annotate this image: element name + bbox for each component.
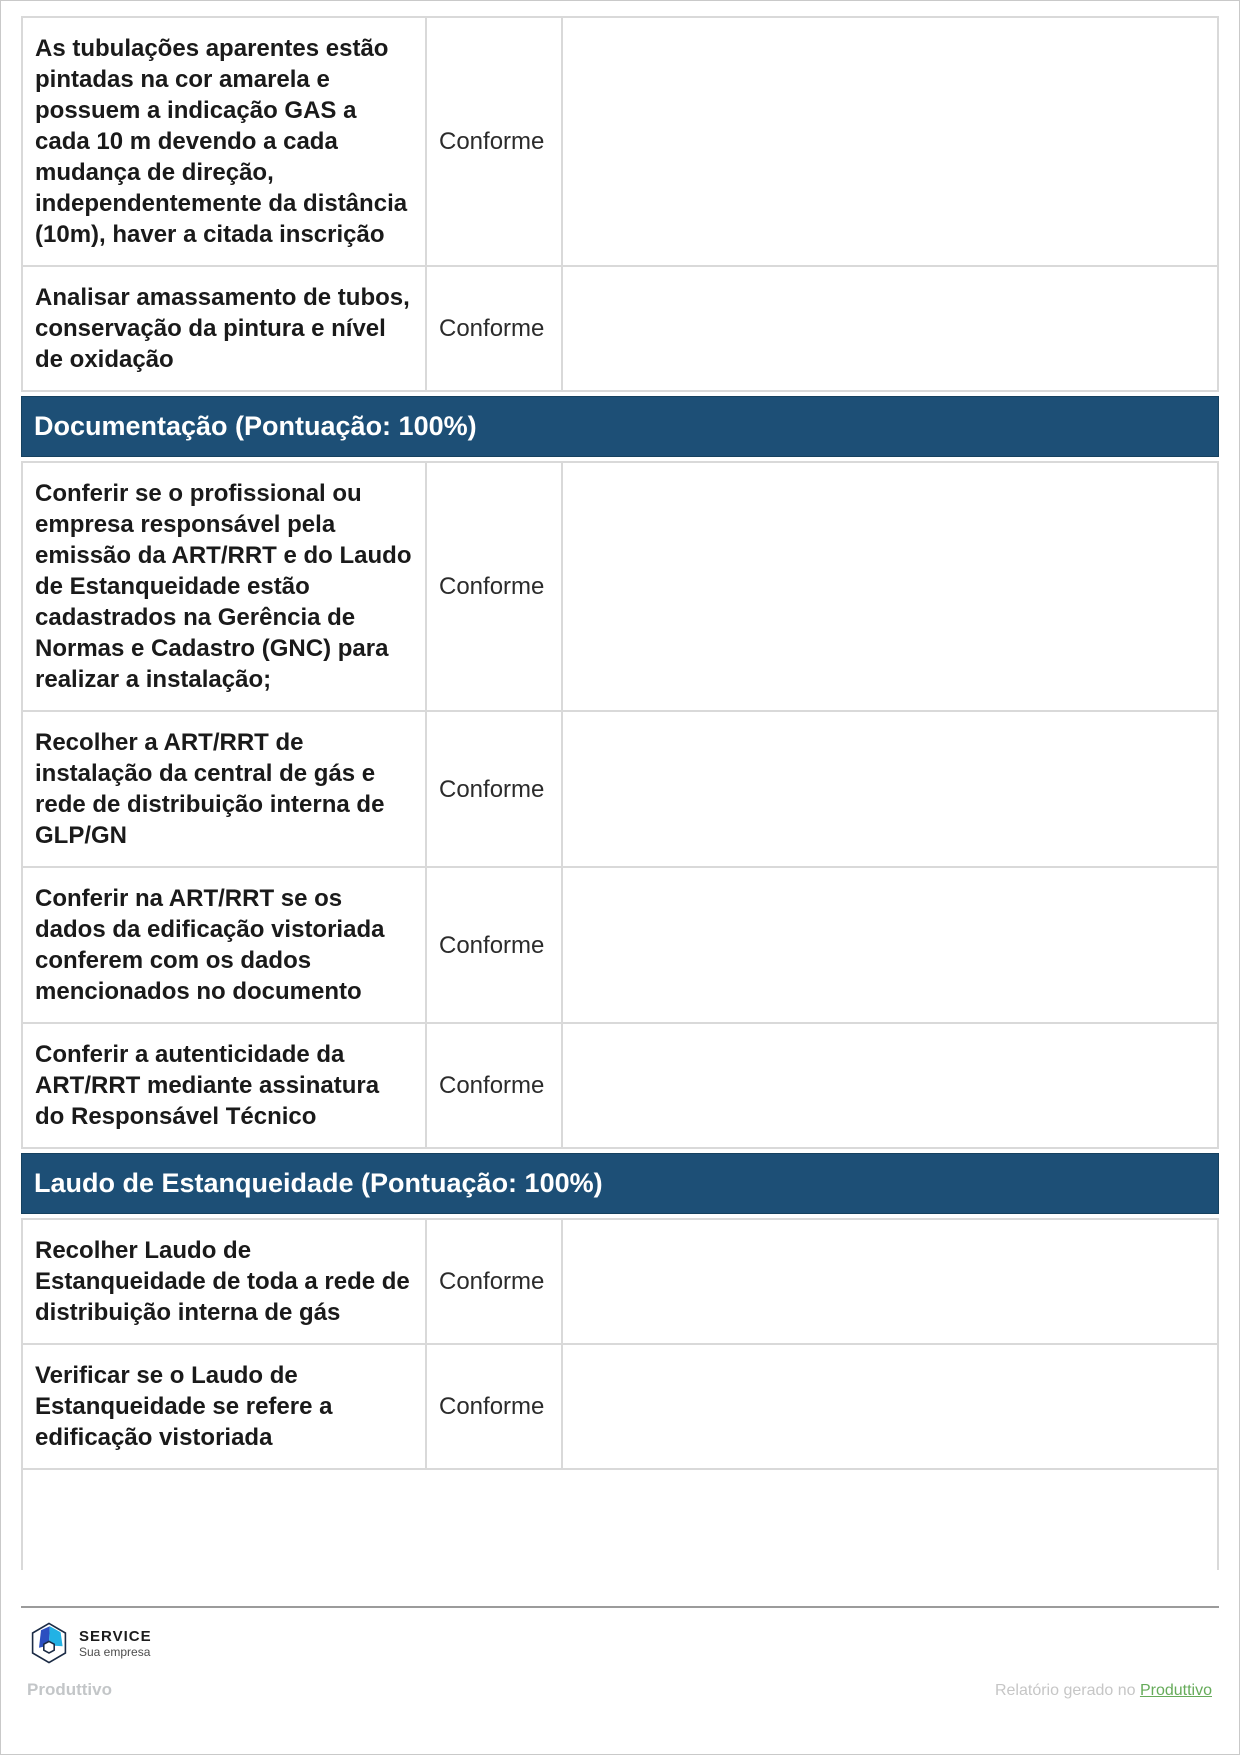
table-row	[22, 1219, 1218, 1344]
notes-cell	[562, 1023, 1218, 1148]
status-cell: Conforme	[426, 867, 562, 1023]
section-title: Documentação (Pontuação: 100%)	[34, 411, 477, 441]
generated-prefix: Relatório gerado no	[994, 1682, 1140, 1699]
produttivo-link[interactable]: Produttivo	[1139, 1682, 1212, 1699]
checklist-table-laudo	[21, 1218, 1219, 1470]
status-cell: Conforme	[426, 17, 562, 266]
notes-cell	[562, 867, 1218, 1023]
table-row	[22, 711, 1218, 867]
status-cell: Conforme	[426, 1344, 562, 1469]
table-row	[22, 1023, 1218, 1148]
status-cell: Conforme	[426, 711, 562, 867]
criteria-cell: Recolher a ART/RRT de instalação da central de gás e rede de distribuição interna de GLP/GN	[22, 711, 426, 867]
report-page	[21, 1, 1219, 1700]
notes-cell	[562, 711, 1218, 867]
logo-subtitle: Sua empresa	[79, 1644, 151, 1659]
notes-cell	[562, 1219, 1218, 1344]
status-cell: Conforme	[426, 462, 562, 711]
company-logo	[29, 1622, 1219, 1664]
generated-note	[995, 1682, 1212, 1700]
notes-cell	[562, 266, 1218, 391]
logo-title: SERVICE	[79, 1627, 152, 1645]
criteria-cell: Conferir na ART/RRT se os dados da edificação vistoriada conferem com os dados mencionados no documento	[22, 867, 426, 1023]
notes-cell	[562, 462, 1218, 711]
table-row	[22, 867, 1218, 1023]
status-cell: Conforme	[426, 1219, 562, 1344]
notes-cell	[562, 1344, 1218, 1469]
section-title: Laudo de Estanqueidade (Pontuação: 100%)	[34, 1168, 603, 1198]
footer-divider	[21, 1606, 1219, 1608]
watermark-brand: Produttivo	[27, 1680, 112, 1699]
criteria-cell: Recolher Laudo de Estanqueidade de toda a rede de distribuição interna de gás	[22, 1219, 426, 1344]
footer-bottom-row	[27, 1680, 1212, 1700]
criteria-cell: Conferir a autenticidade da ART/RRT mediante assinatura do Responsável Técnico	[22, 1023, 426, 1148]
criteria-cell: As tubulações aparentes estão pintadas na cor amarela e possuem a indicação GAS a cada 10 m devendo a cada mudança de direção, independentemente da distância (10m), haver a citada inscrição	[22, 17, 426, 266]
table-row	[22, 462, 1218, 711]
checklist-table-top	[21, 16, 1219, 392]
status-cell: Conforme	[426, 266, 562, 391]
table-row	[22, 1344, 1218, 1469]
section-header-laudo-estanqueidade	[21, 1153, 1219, 1214]
section-header-documentacao	[21, 396, 1219, 457]
table-row	[22, 17, 1218, 266]
logo-text	[79, 1628, 152, 1659]
criteria-cell: Verificar se o Laudo de Estanqueidade se refere a edificação vistoriada	[22, 1344, 426, 1469]
table-row	[22, 266, 1218, 391]
criteria-cell: Analisar amassamento de tubos, conservação da pintura e nível de oxidação	[22, 266, 426, 391]
checklist-table-documentacao	[21, 461, 1219, 1149]
criteria-cell: Conferir se o profissional ou empresa responsável pela emissão da ART/RRT e do Laudo de Estanqueidade estão cadastrados na Gerência de Normas e Cadastro (GNC) para realizar a instalação;	[22, 462, 426, 711]
hexagon-logo-icon	[29, 1622, 69, 1664]
status-cell: Conforme	[426, 1023, 562, 1148]
table-continuation-area	[21, 1470, 1219, 1570]
notes-cell	[562, 17, 1218, 266]
